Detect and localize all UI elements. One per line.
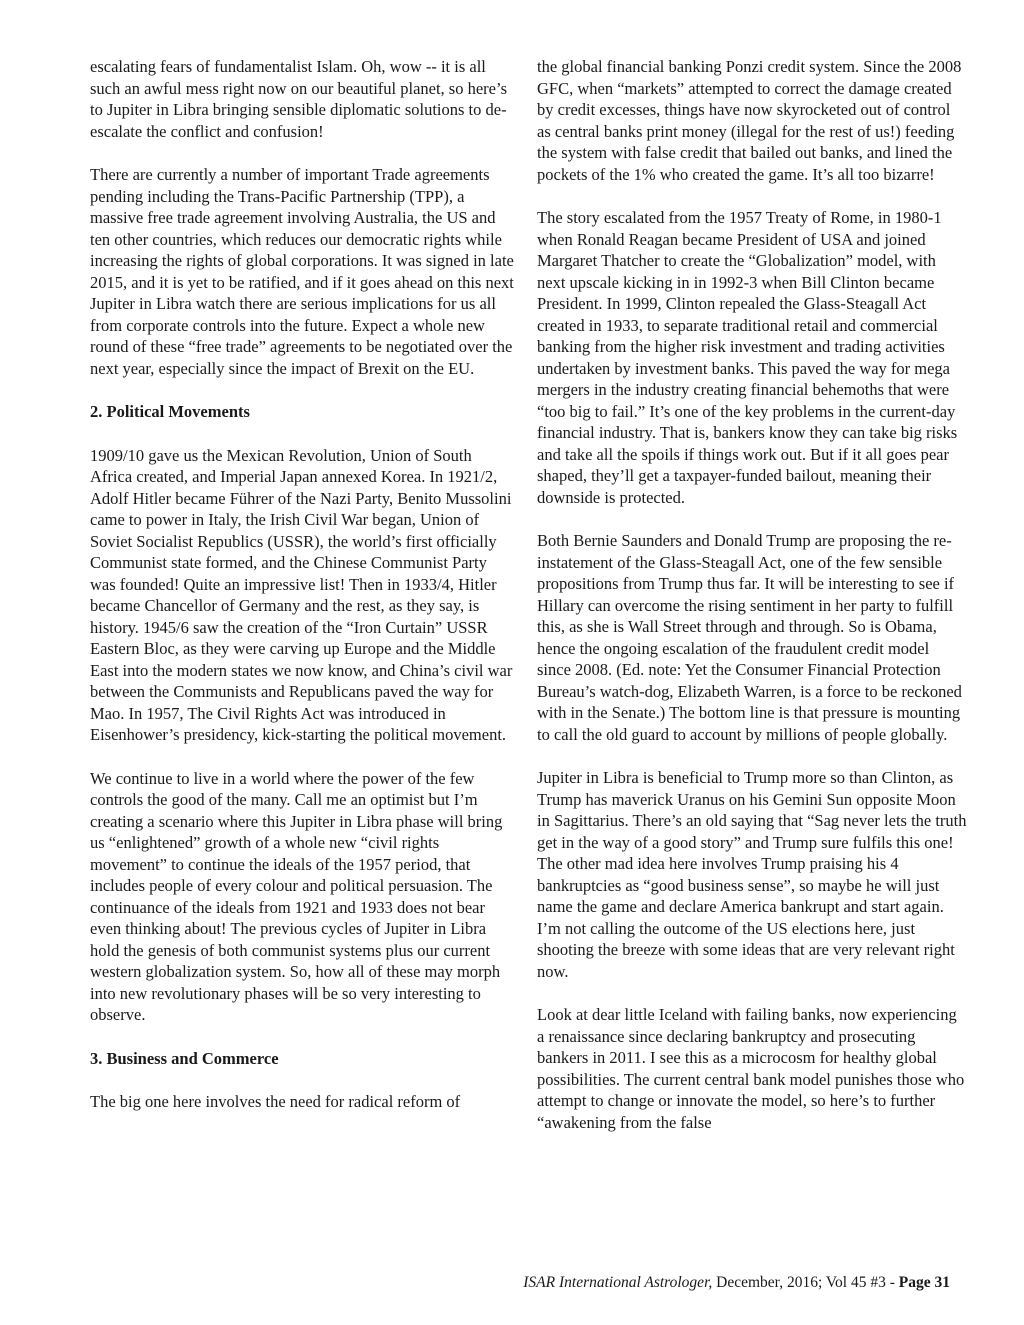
right-column	[537, 56, 967, 1155]
paragraph: Both Bernie Saunders and Donald Trump are proposing the re-instatement of the Glass-Steagall Act, one of the few sensible propositions from Trump thus far. It will be interesting to see if Hillary can overcome the rising sentiment in her party to fulfill this, as she is Wall Street through and through. So is Obama, hence the ongoing escalation of the fraudulent credit model since 2008. (Ed. note: Yet the Consumer Financial Protection Bureau’s watch-dog, Elizabeth Warren, is a force to be reckoned with in the Senate.) The bottom line is that pressure is mounting to call the old guard to account by millions of people globally.	[537, 531, 962, 744]
paragraph: the global financial banking Ponzi credit system. Since the 2008 GFC, when “markets” attempted to correct the damage created by credit excesses, things have now skyrocketed out of control as central banks print money (illegal for the rest of us!) feeding the system with false credit that bailed out banks, and lined the pockets of the 1% who created the game. It’s all too bizarre!	[537, 57, 962, 184]
paragraph: The story escalated from the 1957 Treaty of Rome, in 1980-1 when Ronald Reagan became President of USA and joined Margaret Thatcher to create the “Globalization” model, with next upscale kicking in in 1992-3 when Bill Clinton became President. In 1999, Clinton repealed the Glass-Steagall Act created in 1933, to separate traditional retail and commercial banking from the higher risk investment and trading activities undertaken by investment banks. This paved the way for mega mergers in the industry creating financial behemoths that were “too big to fail.” It’s one of the key problems in the current-day financial industry. That is, bankers know they can take big risks and take all the spoils if things work out. But if it all goes pear shaped, they’ll get a taxpayer-funded bailout, meaning their downside is protected.	[537, 208, 958, 507]
footer-page-number: Page 31	[898, 1274, 950, 1291]
paragraph: There are currently a number of important Trade agreements pending including the Trans-Pacific Partnership (TPP), a massive free trade agreement involving Australia, the US and ten other countries, which reduces our democratic rights while increasing the rights of global corporations. It was signed in late 2015, and it is yet to be ratified, and if it goes ahead on this next Jupiter in Libra watch there are serious implications for us all from corporate controls into the future. Expect a whole new round of these “free trade” agreements to be negotiated over the next year, especially since the impact of Brexit on the EU.	[90, 165, 514, 378]
left-column	[90, 56, 515, 1135]
paragraph: Look at dear little Iceland with failing banks, now experiencing a renaissance since declaring bankruptcy and prosecuting bankers in 2011. I see this as a microcosm for healthy global possibilities. The current central bank model punishes those who attempt to change or innovate the model, so here’s to further “awakening from the false	[537, 1005, 965, 1132]
page-footer	[523, 1274, 950, 1292]
paragraph: 1909/10 gave us the Mexican Revolution, Union of South Africa created, and Imperial Japan annexed Korea. In 1921/2, Adolf Hitler became Führer of the Nazi Party, Benito Mussolini came to power in Italy, the Irish Civil War began, Union of Soviet Socialist Republics (USSR), the world’s first officially Communist state formed, and the Chinese Communist Party was founded! Quite an impressive list! Then in 1933/4, Hitler became Chancellor of Germany and the rest, as they say, is history. 1945/6 saw the creation of the “Iron Curtain” USSR Eastern Bloc, as they were carving up Europe and the Middle East into the modern states we now know, and China’s civil war between the Communists and Republicans paved the way for Mao. In 1957, The Civil Rights Act was introduced in Eisenhower’s presidency, kick-starting the political movement.	[90, 445, 513, 744]
section-heading-business-commerce: 3. Business and Commerce	[90, 1048, 279, 1068]
paragraph: The big one here involves the need for radical reform of	[90, 1092, 461, 1111]
footer-publication: ISAR International Astrologer,	[523, 1274, 713, 1291]
section-heading-political-movements: 2. Political Movements	[90, 402, 250, 421]
paragraph: We continue to live in a world where the power of the few controls the good of the many. Call me an optimist but I’m creating a scenario where this Jupiter in Libra phase will bring us “enlightened” growth of a whole new “civil rights movement” to continue the ideals of the 1957 period, that includes people of every colour and political persuasion. The continuance of the ideals from 1921 and 1933 does not bear even thinking about! The previous cycles of Jupiter in Libra hold the genesis of both communist systems plus our current western globalization system. So, how all of these may morph into new revolutionary phases will be so very interesting to observe.	[90, 768, 503, 1024]
paragraph: Jupiter in Libra is beneficial to Trump more so than Clinton, as Trump has maverick Uranus on his Gemini Sun opposite Moon in Sagittarius. There’s an old saying that “Sag never lets the truth get in the way of a good story” and Trump sure fulfils this one! The other mad idea here involves Trump praising his 4 bankruptcies as “good business sense”, so maybe he will just name the game and declare America bankrupt and start again. I’m not calling the outcome of the US elections here, just shooting the breeze with some ideas that are very relevant right now.	[537, 768, 967, 981]
footer-issue: December, 2016; Vol 45 #3 -	[712, 1274, 899, 1291]
paragraph: escalating fears of fundamentalist Islam. Oh, wow -- it is all such an awful mess right now on our beautiful planet, so here’s to Jupiter in Libra bringing sensible diplomatic solutions to de-escalate the conflict and confusion!	[90, 57, 507, 141]
